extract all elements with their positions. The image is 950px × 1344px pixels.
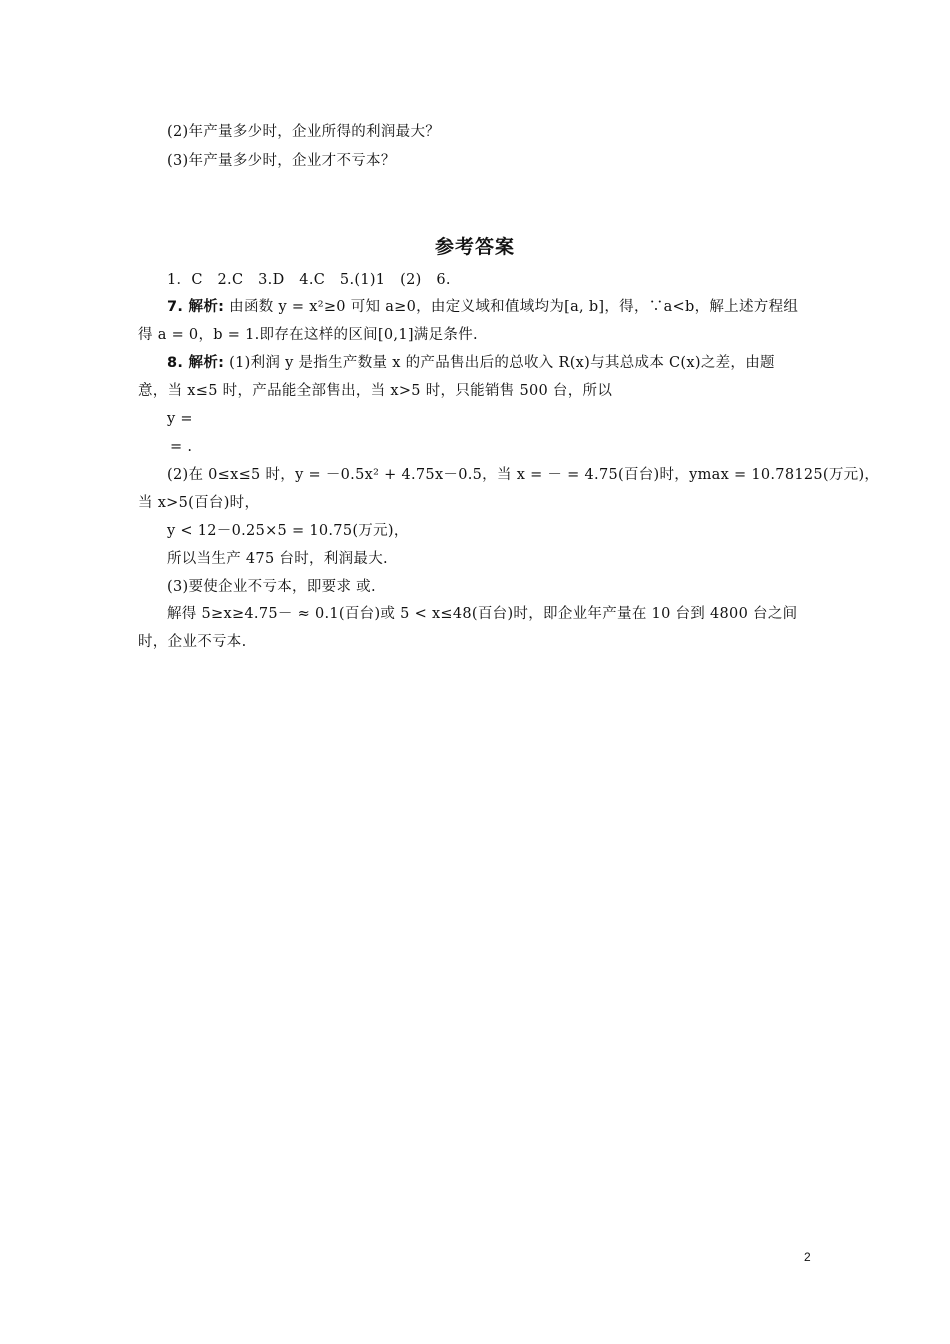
answer-8-line-1 <box>167 353 775 373</box>
answers-title: 参考答案 <box>434 236 515 258</box>
answer-8-line-8: 所以当生产 475 台时，利润最大. <box>167 551 388 567</box>
answer-8-line-4: = . <box>170 439 193 455</box>
answer-7-line-2: 得 a = 0，b = 1.即存在这样的区间[0,1]满足条件. <box>138 327 478 343</box>
answers-line-1: 1．C 2.C 3.D 4.C 5.(1)1 (2) 6. <box>167 272 451 288</box>
page-number: 2 <box>804 1250 811 1264</box>
answer-8-line-10: 解得 5≥x≥4.75－ ≈ 0.1(百台)或 5 < x≤48(百台)时，即企业年产量在 10 台到 4800 台之间 <box>167 606 798 622</box>
answer-8-text-1: (1)利润 y 是指生产数量 x 的产品售出后的总收入 R(x)与其总成本 C(x)之差，由题 <box>224 355 775 371</box>
answer-8-line-7: y < 12－0.25×5 = 10.75(万元)， <box>167 523 409 539</box>
question-3: (3)年产量多少时，企业才不亏本？ <box>167 153 396 169</box>
answer-7-text-1: 由函数 y = x²≥0 可知 a≥0，由定义域和值域均为[a, b]，得，∵a<b，解上述方程组 <box>224 299 799 315</box>
answer-7-line-1 <box>167 297 798 317</box>
answer-7-label: 7. 解析: <box>167 299 225 315</box>
answer-8-label: 8. 解析: <box>167 355 225 371</box>
answer-8-line-2: 意，当 x≤5 时，产品能全部售出，当 x>5 时，只能销售 500 台，所以 <box>138 383 613 399</box>
answer-8-line-6: 当 x>5(百台)时， <box>138 495 260 511</box>
answer-8-line-5: (2)在 0≤x≤5 时，y = －0.5x² + 4.75x－0.5，当 x = － = 4.75(百台)时，ymax = 10.78125(万元)， <box>167 467 880 483</box>
answer-8-line-9: (3)要使企业不亏本，即要求 或. <box>167 579 376 595</box>
question-2: (2)年产量多少时，企业所得的利润最大？ <box>167 124 441 140</box>
answer-8-line-3: y = <box>167 411 193 427</box>
answer-8-line-11: 时，企业不亏本. <box>138 634 247 650</box>
